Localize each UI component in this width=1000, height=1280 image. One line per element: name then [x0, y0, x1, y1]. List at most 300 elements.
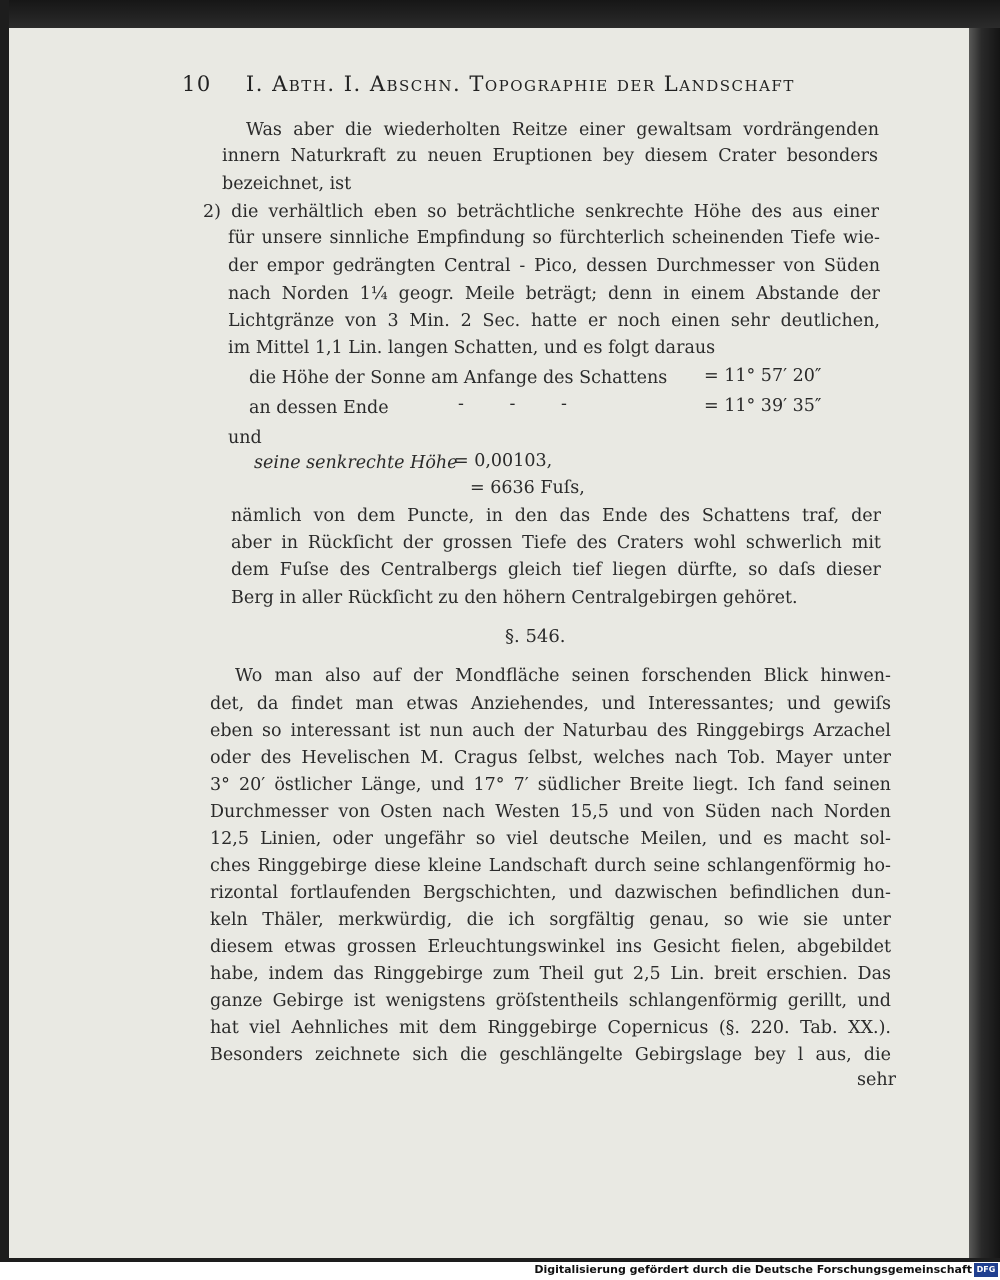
word: aber	[231, 533, 272, 553]
word: der	[523, 721, 554, 741]
word: kleine	[427, 856, 482, 876]
word: des	[751, 202, 782, 222]
word: Ringgebirge	[487, 1018, 597, 1038]
word: in	[486, 506, 503, 526]
text-line	[210, 775, 891, 795]
word: das	[559, 506, 591, 526]
word: eben	[373, 202, 418, 222]
word: habe,	[210, 964, 259, 984]
word: oder	[332, 829, 373, 849]
formula-value: = 6636 Fuſs,	[470, 478, 585, 498]
footer-credit: Digitalisierung gefördert durch die Deutsche Forschungsgemeinschaft	[534, 1263, 972, 1276]
word: geogr.	[398, 284, 454, 304]
word: und	[718, 829, 753, 849]
word: seine	[653, 856, 701, 876]
word: ungefähr	[384, 829, 465, 849]
word: so	[723, 910, 744, 930]
word: abgebildet	[796, 937, 891, 957]
text-line	[210, 991, 891, 1011]
formula-label: seine senkrechte Höhe	[254, 453, 458, 473]
word: Ringgebirge	[257, 856, 368, 876]
book-top-edge	[9, 0, 1000, 28]
word: wie-	[843, 228, 880, 248]
word: ſelbst,	[527, 748, 584, 768]
word: es	[763, 829, 783, 849]
word: einer	[578, 120, 625, 140]
word: Sec.	[482, 311, 521, 331]
word: da	[256, 694, 279, 714]
word: deutsche	[549, 829, 630, 849]
word: diese	[374, 856, 421, 876]
word: Linien,	[260, 829, 322, 849]
word: einen	[671, 311, 721, 331]
word: beträgt;	[525, 284, 598, 304]
formula-value: = 11° 57′ 20″	[704, 366, 822, 386]
word: etwas	[406, 694, 459, 714]
word: unter	[842, 910, 891, 930]
text-line	[210, 937, 891, 957]
word: XX.).	[848, 1018, 891, 1038]
word: Eruptionen	[492, 146, 593, 166]
text-line	[210, 748, 891, 768]
word: befindlichen	[729, 883, 840, 903]
word: Arzachel	[813, 721, 891, 741]
word: M.	[420, 748, 444, 768]
word: liegt.	[693, 775, 739, 795]
word: verhältlich	[268, 202, 364, 222]
word: von	[783, 256, 816, 276]
word: in	[663, 284, 680, 304]
word: Mondfläche	[455, 666, 560, 686]
text-line	[228, 228, 880, 248]
word: nun	[429, 721, 464, 741]
word: dem	[438, 1018, 477, 1038]
running-title: I. Abth. I. Abschn. Topographie der Landschaft	[245, 72, 795, 96]
word: und	[786, 694, 821, 714]
word: scheinenden	[672, 228, 784, 248]
word: Ich	[747, 775, 776, 795]
word: Thäler,	[262, 910, 324, 930]
word: Central	[444, 256, 511, 276]
text-line	[231, 506, 881, 526]
word: 3	[387, 311, 399, 331]
word: sinnliche	[329, 228, 410, 248]
word: denn	[608, 284, 653, 304]
word: ins	[616, 937, 642, 957]
word: Meilen,	[640, 829, 708, 849]
word: dun-	[851, 883, 891, 903]
word: Besonders	[210, 1045, 303, 1065]
word: Empfindung	[416, 228, 526, 248]
formula-label: an dessen Ende	[249, 398, 389, 418]
word: gut	[593, 964, 624, 984]
word: Durchmesser	[656, 256, 775, 276]
word: zum	[492, 964, 530, 984]
word: und	[430, 775, 465, 795]
section-heading: §. 546.	[505, 626, 566, 647]
word: der	[412, 666, 443, 686]
text-line	[210, 964, 891, 984]
word: genau,	[649, 910, 710, 930]
word: viel	[249, 1018, 281, 1038]
word: 3°	[210, 775, 230, 795]
word: der	[402, 533, 433, 553]
word: Süden	[823, 256, 880, 276]
word: fortlaufenden	[290, 883, 411, 903]
word: fürchterlich	[559, 228, 665, 248]
word: Höhe	[693, 202, 742, 222]
word: auch	[472, 721, 515, 741]
word: Interessantes;	[648, 694, 775, 714]
word: dieser	[826, 560, 881, 580]
word: Ringgebirgs	[696, 721, 805, 741]
word: so	[475, 829, 496, 849]
word: von	[338, 802, 371, 822]
word: und	[619, 802, 653, 822]
word: ist	[398, 721, 421, 741]
word: 2	[460, 311, 472, 331]
word: wiederholten	[383, 120, 501, 140]
word: Craters	[616, 533, 684, 553]
word: mit	[851, 533, 881, 553]
word: aus	[792, 202, 823, 222]
word: rizontal	[210, 883, 279, 903]
word: diesem	[210, 937, 274, 957]
word: gerillt,	[787, 991, 848, 1011]
word: findet	[291, 694, 343, 714]
word: ganze	[210, 991, 263, 1011]
word: sich	[412, 1045, 448, 1065]
word: Cragus	[453, 748, 518, 768]
word: Durchmesser	[210, 802, 329, 822]
word: gleich	[507, 560, 562, 580]
word: mit	[398, 1018, 429, 1038]
word: innern	[222, 146, 281, 166]
word: die	[460, 1045, 488, 1065]
word: dessen	[586, 256, 648, 276]
text-line: bezeichnet, ist	[222, 174, 352, 194]
word: Ringgebirge	[373, 964, 484, 984]
word: 220.	[750, 1018, 790, 1038]
word: Centralbergs	[380, 560, 498, 580]
word: wenigstens	[385, 991, 486, 1011]
word: tief	[572, 560, 602, 580]
word: Gebirgslage	[634, 1045, 743, 1065]
word: schlangenförmig	[628, 991, 778, 1011]
word: l	[797, 1045, 804, 1065]
word: indem	[268, 964, 324, 984]
word: unter	[842, 748, 891, 768]
word: schwerlich	[745, 533, 842, 553]
word: wie	[757, 910, 789, 930]
word: neuen	[427, 146, 482, 166]
word: Crater	[718, 146, 777, 166]
word: ho-	[863, 856, 891, 876]
word: sol-	[859, 829, 891, 849]
word: dem	[357, 506, 396, 526]
word: deutlichen,	[780, 311, 880, 331]
word: schlangenförmig	[707, 856, 857, 876]
word: der	[851, 506, 881, 526]
formula-label: die Höhe der Sonne am Anfange des Schattens	[249, 368, 668, 388]
word: liegen	[612, 560, 667, 580]
formula-dashes: - - -	[458, 394, 567, 414]
word: fand	[784, 775, 825, 795]
word: Tab.	[800, 1018, 838, 1038]
word: etwas	[284, 937, 336, 957]
word: man	[355, 694, 394, 714]
word: 20′	[239, 775, 266, 795]
word: noch	[617, 311, 661, 331]
word: 7′	[513, 775, 529, 795]
word: 12,5	[210, 829, 249, 849]
word: welches	[593, 748, 665, 768]
word: Tiefe	[791, 228, 836, 248]
text-line	[210, 1045, 891, 1065]
word: breit	[714, 964, 757, 984]
catchword: sehr	[857, 1070, 896, 1090]
word: der	[849, 284, 880, 304]
word: Abstande	[755, 284, 840, 304]
word: die	[466, 910, 494, 930]
word: des	[339, 560, 371, 580]
word: nämlich	[231, 506, 302, 526]
word: vordrängenden	[743, 120, 879, 140]
word: bey	[602, 146, 635, 166]
word: man	[274, 666, 313, 686]
word: des	[576, 533, 607, 553]
word: dem	[231, 560, 270, 580]
word: interessant	[290, 721, 391, 741]
text-line	[210, 721, 891, 741]
word: so	[532, 228, 553, 248]
word: die	[863, 1045, 891, 1065]
text-line	[203, 202, 879, 222]
text-line	[210, 883, 891, 903]
word: in	[281, 533, 299, 553]
word: (§.	[718, 1018, 740, 1038]
text-line	[210, 694, 891, 714]
word: Rückſicht	[307, 533, 393, 553]
word: hinwen-	[820, 666, 891, 686]
word: Blick	[763, 666, 809, 686]
word: nach	[770, 802, 814, 822]
word: beträchtliche	[456, 202, 576, 222]
word: -	[519, 256, 526, 276]
word: Pico,	[534, 256, 578, 276]
text-line: Berg in aller Rückſicht zu den höhern Centralgebirgen gehöret.	[231, 588, 798, 608]
word: Tiefe	[522, 533, 567, 553]
word: Das	[857, 964, 891, 984]
word: gewiſs	[833, 694, 891, 714]
page-number: 10	[182, 72, 212, 96]
text-line	[231, 533, 881, 553]
word: gewaltsam	[636, 120, 732, 140]
text-line	[235, 666, 891, 686]
word: Aehnliches	[291, 1018, 389, 1038]
text-line	[210, 1018, 891, 1038]
word: nach	[442, 802, 486, 822]
word: oder	[210, 748, 251, 768]
text-line	[246, 120, 879, 140]
word: 17°	[473, 775, 505, 795]
word: grossen	[346, 937, 417, 957]
word: 1¼	[359, 284, 388, 304]
word: Erleuchtungswinkel	[427, 937, 606, 957]
word: also	[324, 666, 361, 686]
word: 15,5	[569, 802, 609, 822]
word: viel	[506, 829, 538, 849]
word: Lichtgränze	[228, 311, 335, 331]
word: unsere	[261, 228, 323, 248]
word: fielen,	[731, 937, 786, 957]
word: geschlängelte	[499, 1045, 623, 1065]
word: hatte	[531, 311, 578, 331]
word: die	[345, 120, 373, 140]
word: südlicher	[537, 775, 621, 795]
word: ist	[353, 991, 376, 1011]
word: Naturkraft	[290, 146, 386, 166]
word: forschenden	[641, 666, 752, 686]
word: Ende	[601, 506, 648, 526]
word: wohl	[693, 533, 736, 553]
word: Lin.	[670, 964, 705, 984]
word: Copernicus	[607, 1018, 709, 1038]
formula-value: = 0,00103,	[454, 451, 553, 471]
word: bey	[754, 1045, 786, 1065]
word: Puncte,	[407, 506, 475, 526]
word: Schattens	[701, 506, 791, 526]
text-line	[210, 910, 891, 930]
word: zu	[396, 146, 417, 166]
word: eben	[210, 721, 254, 741]
word: Fuſse	[279, 560, 329, 580]
word: der	[228, 256, 258, 276]
word: seinen	[571, 666, 630, 686]
word: von	[662, 802, 695, 822]
word: des	[656, 721, 688, 741]
word: sehr	[730, 311, 770, 331]
word: das	[333, 964, 364, 984]
word: so	[748, 560, 768, 580]
word: dürfte,	[677, 560, 738, 580]
word: empor	[266, 256, 324, 276]
word: daſs	[778, 560, 816, 580]
book-spine	[969, 28, 1000, 1258]
word: besonders	[786, 146, 878, 166]
text-line	[210, 856, 891, 876]
word: einem	[690, 284, 746, 304]
word: die	[231, 202, 259, 222]
word: des	[260, 748, 292, 768]
word: Min.	[409, 311, 450, 331]
word: Gesicht	[652, 937, 721, 957]
word: grossen	[442, 533, 513, 553]
word: so	[262, 721, 282, 741]
word: er	[587, 311, 607, 331]
word: aber	[293, 120, 334, 140]
text-line: im Mittel 1,1 Lin. langen Schatten, und es folgt daraus	[228, 338, 716, 358]
word: gröſstentheils	[495, 991, 619, 1011]
running-header	[182, 72, 795, 96]
word: und	[857, 991, 891, 1011]
word: für	[228, 228, 255, 248]
text-line	[231, 560, 881, 580]
word: sie	[803, 910, 829, 930]
word: Gebirge	[272, 991, 344, 1011]
word: nach	[228, 284, 271, 304]
dfg-logo: DFG	[974, 1263, 998, 1277]
word: zeichnete	[315, 1045, 401, 1065]
word: von	[313, 506, 346, 526]
word: Landschaft	[488, 856, 588, 876]
word: Anziehendes,	[470, 694, 589, 714]
word: keln	[210, 910, 248, 930]
word: Bergschichten,	[422, 883, 557, 903]
text-line	[210, 829, 891, 849]
word: macht	[793, 829, 849, 849]
word: Naturbau	[562, 721, 648, 741]
word: Wo	[235, 666, 263, 686]
word: und	[601, 694, 636, 714]
word: det,	[210, 694, 245, 714]
word: merkwürdig,	[338, 910, 453, 930]
word: sorgfältig	[549, 910, 635, 930]
word: aus,	[815, 1045, 852, 1065]
text-line	[222, 146, 878, 166]
word: so	[427, 202, 447, 222]
word: nach	[674, 748, 718, 768]
word: den	[514, 506, 548, 526]
word: Theil	[539, 964, 584, 984]
text-line	[228, 284, 880, 304]
word: seinen	[833, 775, 891, 795]
word: Hevelischen	[301, 748, 411, 768]
word: Breite	[629, 775, 684, 795]
word: 2)	[203, 202, 221, 222]
word: und	[568, 883, 603, 903]
word: ches	[210, 856, 251, 876]
word: gedrängten	[332, 256, 436, 276]
word: hat	[210, 1018, 239, 1038]
text-line	[228, 256, 880, 276]
word: einer	[832, 202, 879, 222]
word: ich	[508, 910, 535, 930]
word: Tob.	[727, 748, 766, 768]
word: erschien.	[766, 964, 848, 984]
word: Osten	[380, 802, 433, 822]
word: Länge,	[361, 775, 422, 795]
word: Norden	[823, 802, 891, 822]
text-line	[210, 802, 891, 822]
formula-connector: und	[228, 428, 262, 448]
word: Meile	[464, 284, 515, 304]
word: Was	[246, 120, 282, 140]
word: Reitze	[511, 120, 568, 140]
word: Mayer	[775, 748, 833, 768]
word: Westen	[495, 802, 560, 822]
word: traf,	[801, 506, 840, 526]
word: 2,5	[632, 964, 661, 984]
word: dazwischen	[614, 883, 718, 903]
word: senkrechte	[585, 202, 684, 222]
word: östlicher	[274, 775, 352, 795]
text-line	[228, 311, 880, 331]
word: Norden	[281, 284, 349, 304]
word: durch	[594, 856, 647, 876]
word: des	[659, 506, 691, 526]
word: auf	[372, 666, 401, 686]
